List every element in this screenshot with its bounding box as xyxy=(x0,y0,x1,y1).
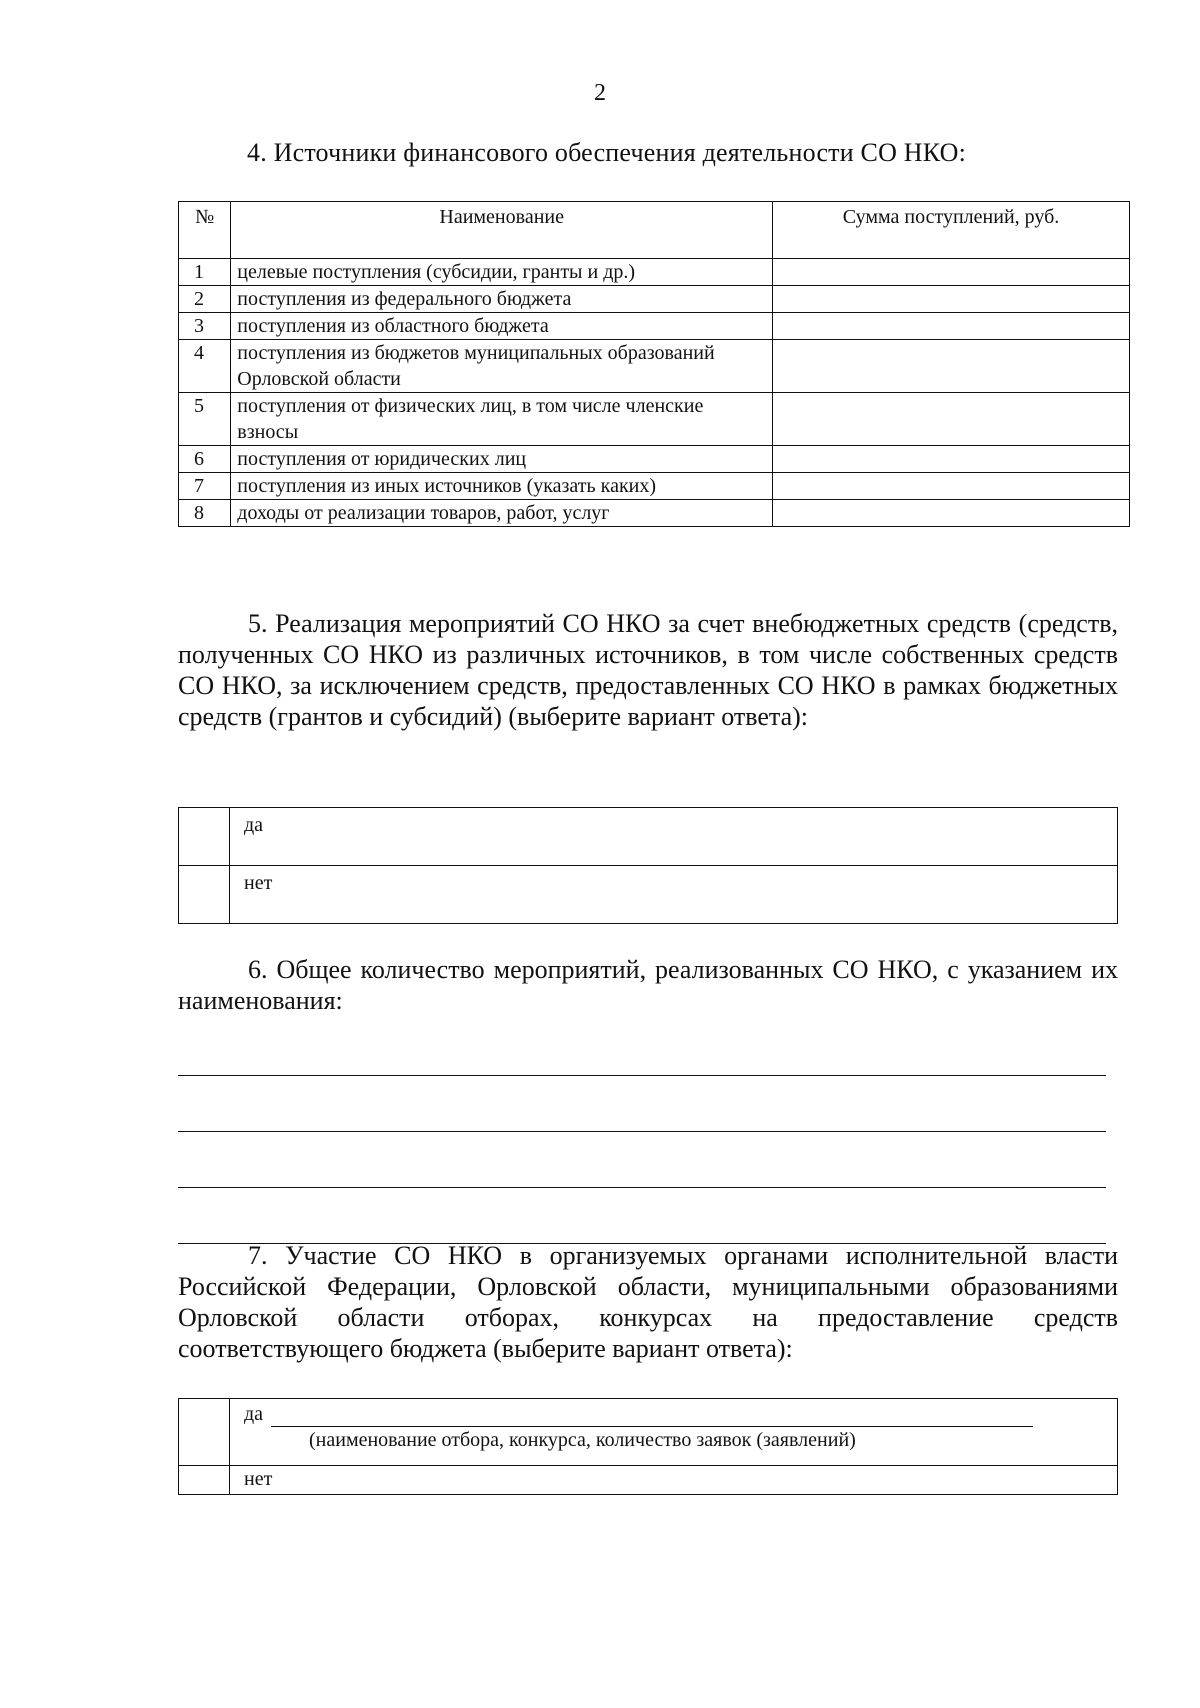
row-name: поступления от юридических лиц xyxy=(231,446,773,473)
answer-line[interactable] xyxy=(178,1132,1106,1188)
section-7-text xyxy=(178,1240,1118,1364)
answer-line[interactable] xyxy=(178,1076,1106,1132)
header-number: № xyxy=(179,202,231,259)
row-name: поступления из федерального бюджета xyxy=(231,286,773,313)
table-row xyxy=(179,393,1130,446)
option-row-yes xyxy=(179,808,1118,866)
funding-sources-table xyxy=(178,201,1130,527)
row-number: 3 xyxy=(179,313,231,340)
answer-line[interactable] xyxy=(178,1188,1106,1244)
row-number: 8 xyxy=(179,500,231,527)
row-name: целевые поступления (субсидии, гранты и др.) xyxy=(231,259,773,286)
table-row xyxy=(179,286,1130,313)
answer-line[interactable] xyxy=(178,1020,1106,1076)
row-sum-cell[interactable] xyxy=(773,313,1130,340)
row-number: 6 xyxy=(179,446,231,473)
option-no-checkbox[interactable] xyxy=(179,1466,230,1495)
row-name: поступления от физических лиц, в том числе членские взносы xyxy=(231,393,773,446)
row-number: 4 xyxy=(179,340,231,393)
row-number: 7 xyxy=(179,473,231,500)
table-header-row xyxy=(179,202,1130,259)
section-6-question: 6. Общее количество мероприятий, реализованных СО НКО, с указанием их наименования: xyxy=(178,955,1118,1015)
row-name: поступления из бюджетов муниципальных образований Орловской области xyxy=(231,340,773,393)
option-yes-checkbox[interactable] xyxy=(179,1399,230,1466)
page-number: 2 xyxy=(594,80,606,106)
section-4-heading: 4. Источники финансового обеспечения деятельности СО НКО: xyxy=(247,138,967,167)
option-row-no xyxy=(179,866,1118,924)
section-7-options xyxy=(178,1398,1118,1495)
section-5-text xyxy=(178,608,1118,732)
answer-lines xyxy=(178,1020,1106,1244)
option-row-no xyxy=(179,1466,1118,1495)
header-sum: Сумма поступлений, руб. xyxy=(773,202,1130,259)
table-row xyxy=(179,446,1130,473)
row-sum-cell[interactable] xyxy=(773,446,1130,473)
row-name: поступления из иных источников (указать каких) xyxy=(231,473,773,500)
yes-details-line[interactable] xyxy=(271,1408,1033,1427)
row-sum-cell[interactable] xyxy=(773,286,1130,313)
table-row xyxy=(179,313,1130,340)
option-no-checkbox[interactable] xyxy=(179,866,230,924)
table-row xyxy=(179,500,1130,527)
option-row-yes xyxy=(179,1399,1118,1466)
row-number: 2 xyxy=(179,286,231,313)
row-sum-cell[interactable] xyxy=(773,500,1130,527)
option-yes-checkbox[interactable] xyxy=(179,808,230,866)
section-5-question: 5. Реализация мероприятий СО НКО за счет внебюджетных средств (средств, полученных СО НКО из различных источников, в том числе собственных средств СО НКО, за исключением средств, предоставленных СО НКО в рамках бюджетных средств (грантов и субсидий) (выберите вариант ответа): xyxy=(178,609,1118,731)
table-row xyxy=(179,259,1130,286)
header-name: Наименование xyxy=(231,202,773,259)
row-name: доходы от реализации товаров, работ, услуг xyxy=(231,500,773,527)
table-row xyxy=(179,473,1130,500)
option-no-label: нет xyxy=(230,866,1118,924)
row-sum-cell[interactable] xyxy=(773,259,1130,286)
row-number: 1 xyxy=(179,259,231,286)
row-sum-cell[interactable] xyxy=(773,473,1130,500)
section-7-question: 7. Участие СО НКО в организуемых органами исполнительной власти Российской Федерации, Орловской области, муниципальными образованиями Орловской области отборах, конкурсах на предоставление средств соответствующего бюджета (выберите вариант ответа): xyxy=(178,1241,1118,1363)
option-yes-cell xyxy=(230,1399,1118,1466)
table-row xyxy=(179,340,1130,393)
row-sum-cell[interactable] xyxy=(773,340,1130,393)
section-6-text xyxy=(178,954,1118,1016)
option-no-label: нет xyxy=(230,1466,1118,1495)
row-sum-cell[interactable] xyxy=(773,393,1130,446)
section-5-options xyxy=(178,807,1118,924)
option-yes-label: да xyxy=(230,808,1118,866)
row-number: 5 xyxy=(179,393,231,446)
yes-details-note: (наименование отбора, конкурса, количество заявок (заявлений) xyxy=(309,1429,856,1451)
row-name: поступления из областного бюджета xyxy=(231,313,773,340)
option-yes-label: да xyxy=(244,1403,264,1425)
